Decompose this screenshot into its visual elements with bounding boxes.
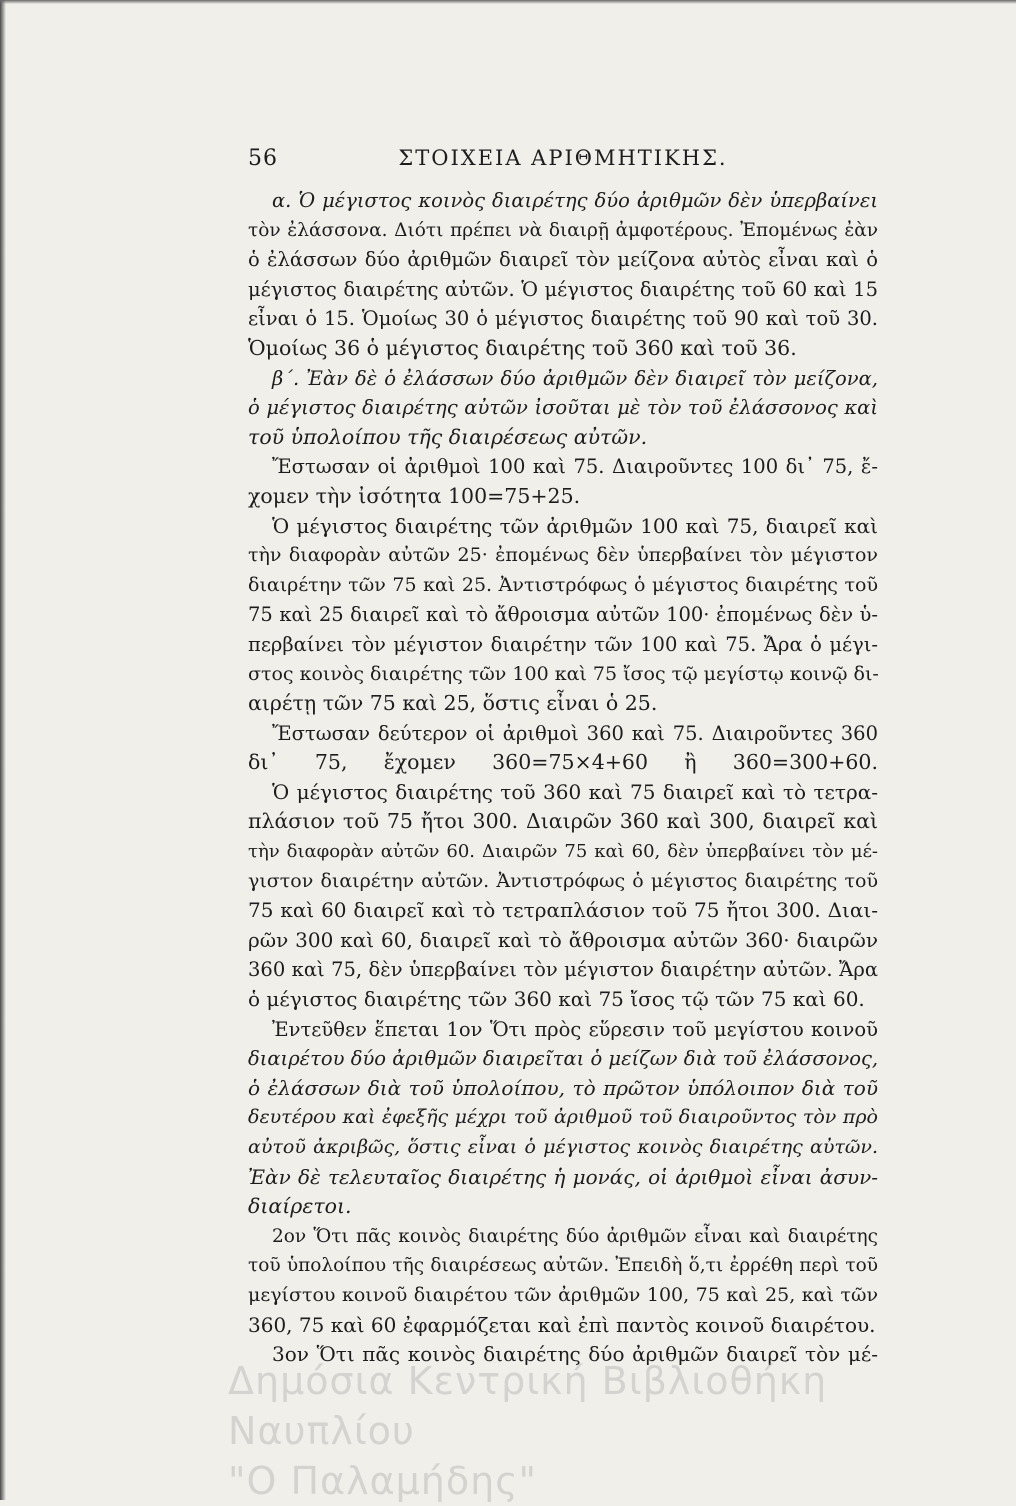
text-line: ὁ μέγιστος διαιρέτης τῶν 360 καὶ 75 ἴσος τῷ τῶν 75 καὶ 60. [248,987,865,1012]
body-text [248,186,878,1370]
library-watermark [228,1356,1008,1506]
text-line: 75 καὶ 25 διαιρεῖ καὶ τὸ ἄθροισμα αὐτῶν 100· ἐπομένως δὲν ὑ- [248,603,878,627]
text-line: 360, 75 καὶ 60 ἐφαρμόζεται καὶ ἐπὶ παντὸς κοινοῦ διαιρέτου. [248,1312,876,1337]
text-line: μέγιστος διαιρέτης αὐτῶν. Ὁ μέγιστος διαιρέτης τοῦ 60 καὶ 15 [248,277,878,301]
text-line: τοῦ ὑπολοίπου τῆς διαιρέσεως αὐτῶν. [248,424,648,449]
text-line: στος κοινὸς διαιρέτης τῶν 100 καὶ 75 ἴσος τῷ μεγίστῳ κοινῷ δι- [248,662,879,685]
text-line: Ὁμοίως 36 ὁ μέγιστος διαιρέτης τοῦ 360 καὶ τοῦ 36. [248,335,797,360]
text-line: 3ον Ὅτι πᾶς κοινὸς διαιρέτης δύο ἀριθμῶν διαιρεῖ τὸν μέ- [272,1342,878,1367]
watermark-line-2: "Ο Παλαμήδης" [228,1459,538,1503]
text-line: δι᾽ 75, ἔχομεν 360=75×4+60 ἢ 360=300+60. [248,750,878,775]
text-line: ὁ ἐλάσσων διὰ τοῦ ὑπολοίπου, τὸ πρῶτον ὑπόλοιπον διὰ τοῦ [248,1075,878,1100]
text-line: μεγίστου κοινοῦ διαιρέτου τῶν ἀριθμῶν 100, 75 καὶ 25, καὶ τῶν [248,1283,878,1306]
page-number: 56 [248,146,278,171]
text-line: γιστον διαιρέτην αὐτῶν. Ἀντιστρόφως ὁ μέγιστος διαιρέτης τοῦ [248,869,878,892]
text-line: περβαίνει τὸν μέγιστον διαιρέτην τῶν 100 καὶ 75. Ἄρα ὁ μέγι- [248,632,878,656]
text-line: διαιρέτου δύο ἀριθμῶν διαιρεῖται ὁ μείζων διὰ τοῦ ἐλάσσονος, [248,1047,879,1071]
text-line: 2ον Ὅτι πᾶς κοινὸς διαιρέτης δύο ἀριθμῶν εἶναι καὶ διαιρέτης [272,1225,878,1247]
text-line: χομεν τὴν ἰσότητα 100=75+25. [248,483,581,508]
text-line: ὁ μέγιστος διαιρέτης αὐτῶν ἰσοῦται μὲ τὸν τοῦ ἐλάσσονος καὶ [248,396,878,420]
running-title: ΣΤΟΙΧΕΙΑ ΑΡΙΘΜΗΤΙΚΗΣ. [398,146,728,170]
text-line: αιρέτῃ τῶν 75 καὶ 25, ὅστις εἶναι ὁ 25. [248,691,658,716]
text-line: διαίρετοι. [248,1194,352,1219]
text-line: Ἐντεῦθεν ἕπεται 1ον Ὅτι πρὸς εὕρεσιν τοῦ μεγίστου κοινοῦ [272,1017,878,1041]
text-line: 75 καὶ 60 διαιρεῖ καὶ τὸ τετραπλάσιον τοῦ 75 ἤτοι 300. Διαι- [248,898,878,923]
text-line: α. Ὁ μέγιστος κοινὸς διαιρέτης δύο ἀριθμῶν δὲν ὑπερβαίνει [272,189,878,212]
text-line: β΄. Ἐὰν δὲ ὁ ἐλάσσων δύο ἀριθμῶν δὲν διαιρεῖ τὸν μείζονα, [272,366,878,390]
text-line: τὸν ἐλάσσονα. Διότι πρέπει νὰ διαιρῇ ἀμφοτέρους. Ἐπομένως ἐὰν [248,219,878,241]
text-line: Ὁ μέγιστος διαιρέτης τοῦ 360 καὶ 75 διαιρεῖ καὶ τὸ τετρα- [272,779,878,804]
text-line: ὁ ἐλάσσων δύο ἀριθμῶν διαιρεῖ τὸν μείζονα αὐτὸς εἶναι καὶ ὁ [248,248,878,272]
text-line: δευτέρου καὶ ἐφεξῆς μέχρι τοῦ ἀριθμοῦ τοῦ διαιροῦντος τὸν πρὸ [248,1106,878,1129]
page-header [248,146,878,176]
text-line: αὐτοῦ ἀκριβῶς, ὅστις εἶναι ὁ μέγιστος κοινὸς διαιρέτης αὐτῶν. [248,1136,878,1158]
text-line: Ἔστωσαν δεύτερον οἱ ἀριθμοὶ 360 καὶ 75. Διαιροῦντες 360 [272,721,878,745]
text-line: τοῦ ὑπολοίπου τῆς διαιρέσεως αὐτῶν. Ἐπειδὴ ὅ,τι ἐρρέθη περὶ τοῦ [248,1255,878,1277]
text-line: Ἔστωσαν οἱ ἀριθμοὶ 100 καὶ 75. Διαιροῦντες 100 δι᾽ 75, ἔ- [272,455,878,479]
text-line: ρῶν 300 καὶ 60, διαιρεῖ καὶ τὸ ἄθροισμα αὐτῶν 360· διαιρῶν [248,927,878,952]
text-line: 360 καὶ 75, δὲν ὑπερβαίνει τὸν μέγιστον διαιρέτην αὐτῶν. Ἄρα [248,958,878,982]
text-line: τὴν διαφορὰν αὐτῶν 25· ἐπομένως δὲν ὑπερβαίνει τὸν μέγιστον [248,544,878,567]
page-edge-shadow [0,0,6,1500]
text-line: τὴν διαφορὰν αὐτῶν 60. Διαιρῶν 75 καὶ 60, δὲν ὑπερβαίνει τὸν μέ- [248,841,878,863]
page-top-shadow [0,0,1016,4]
text-line: εἶναι ὁ 15. Ὁμοίως 30 ὁ μέγιστος διαιρέτης τοῦ 90 καὶ τοῦ 30. [248,307,878,331]
text-line: πλάσιον τοῦ 75 ἤτοι 300. Διαιρῶν 360 καὶ 300, διαιρεῖ καὶ [248,809,878,834]
text-line: διαιρέτην τῶν 75 καὶ 25. Ἀντιστρόφως ὁ μέγιστος διαιρέτης τοῦ [248,573,878,596]
text-line: Ὁ μέγιστος διαιρέτης τῶν ἀριθμῶν 100 καὶ 75, διαιρεῖ καὶ [272,513,878,538]
watermark-line-1: Δημόσια Κεντρική Βιβλιοθήκη Ναυπλίου [228,1359,828,1453]
text-line: Ἐὰν δὲ τελευταῖος διαιρέτης ἡ μονάς, οἱ ἀριθμοὶ εἶναι ἀσυν- [248,1164,878,1189]
